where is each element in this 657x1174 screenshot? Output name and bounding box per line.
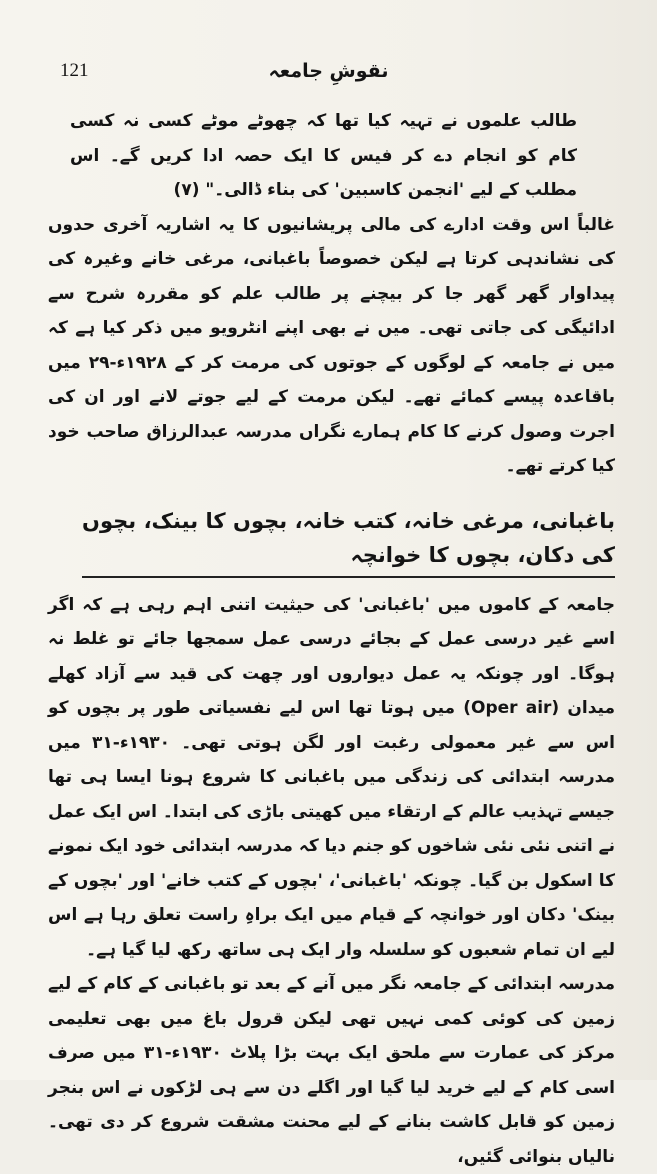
paragraph: جامعہ کے کاموں میں 'باغبانی' کی حیثیت اتنی اہم رہی ہے کہ اگر اسے غیر درسی عمل کے بجائے درسی عمل سمجھا جائے تو غلط نہ ہوگا۔ اور چونکہ یہ عمل دیواروں اور چھت کی قید سے آزاد کھلے میدان (Oper air) میں ہوتا تھا اس لیے نفسیاتی طور پر بچوں کو اس سے غیر معمولی رغبت اور لگن ہوتی تھی۔ ۱۹۳۰ء-۳۱ میں مدرسہ ابتدائی کی زندگی میں باغبانی کا شروع ہونا ایسا ہی تھا جیسے تہذیب عالم کے ارتقاء میں کھیتی باڑی کی ابتدا۔ اس ایک عمل نے اتنی نئی نئی شاخوں کو جنم دیا کہ مدرسہ ابتدائی خود ایک نمونے کا اسکول بن گیا۔ چونکہ 'باغبانی'، 'بچوں کے کتب خانے' اور 'بچوں کے بینک' دکان اور خوانچہ کے قیام میں ایک براہِ راست تعلق رہا ہے اس لیے ان تمام شعبوں کو سلسلہ وار ایک ہی ساتھ رکھ لیا گیا ہے۔ <box>48 594 616 960</box>
page-body <box>48 104 615 1174</box>
paragraph: غالباً اس وقت ادارے کی مالی پریشانیوں کا یہ اشاریہ آخری حدوں کی نشاندہی کرتا ہے لیکن خصوصاً باغبانی، مرغی خانے وغیرہ کی پیداوار گھر گھر جا کر بیچنے پر طالب علم کو مقررہ شرح سے ادائیگی کی جاتی تھی۔ میں نے بھی اپنے انٹرویو میں ذکر کیا ہے کہ میں نے جامعہ کے لوگوں کے جوتوں کی مرمت کر کے ۱۹۲۸ء-۲۹ میں باقاعدہ پیسے کمائے تھے۔ لیکن مرمت کے لیے جوتے لانے اور ان کی اجرت وصول کرنے کا کام ہمارے نگراں مدرسہ عبدالرزاق صاحب خود کیا کرتے تھے۔ <box>48 214 616 476</box>
page-header <box>0 60 657 90</box>
page-number: 121 <box>60 60 89 81</box>
section-heading: باغبانی، مرغی خانہ، کتب خانہ، بچوں کا بینک، بچوں کی دکان، بچوں کا خوانچہ <box>82 504 615 578</box>
paragraph: مدرسہ ابتدائی کے جامعہ نگر میں آنے کے بعد تو باغبانی کے کام کے لیے زمین کی کوئی کمی نہیں تھی لیکن قرول باغ میں بھی تعلیمی مرکز کی عمارت سے ملحق ایک بہت بڑا پلاٹ ۱۹۳۰ء-۳۱ میں صرف اسی کام کے لیے خرید لیا گیا اور اگلے دن سے ہی لڑکوں نے اس بنجر زمین کو قابل کاشت بنانے کے لیے محنت مشقت شروع کر دی تھی۔ نالیاں بنوائی گئیں، <box>48 974 615 1167</box>
block-quote: طالب علموں نے تہیہ کیا تھا کہ چھوٹے موٹے کسی نہ کسی کام کو انجام دے کر فیس کا ایک حصہ ادا کریں گے۔ اس مطلب کے لیے 'انجمن کاسبین' کی بناء ڈالی۔" (۷) <box>70 111 577 200</box>
running-title: نقوشِ جامعہ <box>268 60 389 82</box>
